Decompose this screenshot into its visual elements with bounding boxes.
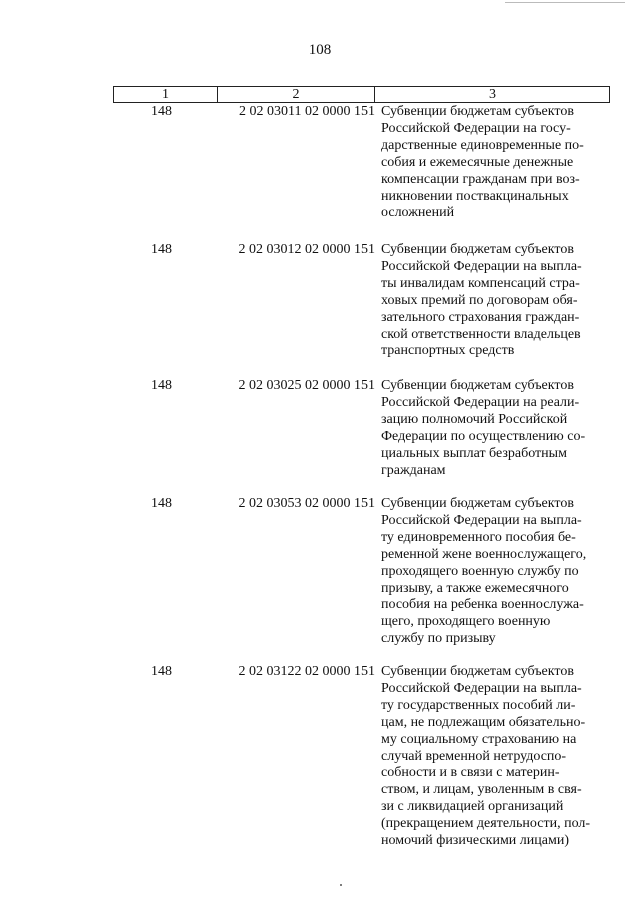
description-line: цам, не подлежащим обязательно- xyxy=(381,714,586,730)
description-line: ты инвалидам компенсаций стра- xyxy=(381,275,580,291)
scan-edge-line xyxy=(505,2,625,3)
description-line: (прекращением деятельности, пол- xyxy=(381,816,591,832)
description-line: номочий физическими лицами) xyxy=(381,833,569,849)
description-line: Российской Федерации на реали- xyxy=(381,394,580,410)
budget-code: 2 02 03011 02 0000 151 xyxy=(239,104,375,119)
description-line: ской ответственности владельцев xyxy=(381,326,581,342)
description xyxy=(381,496,613,648)
description-line: компенсации гражданам при воз- xyxy=(381,171,580,187)
description-line: ством, и лицам, уволенным в свя- xyxy=(381,782,582,798)
description-line: Российской Федерации на выпла- xyxy=(381,258,582,274)
description-line: случай временной нетрудоспо- xyxy=(381,748,567,764)
description-line: Федерации по осуществлению со- xyxy=(381,428,586,444)
description-line: пособия на ребенка военнослужа- xyxy=(381,597,584,613)
description-line: Российской Федерации на выпла- xyxy=(381,680,582,696)
admin-code: 148 xyxy=(151,378,172,393)
description-line: собия и ежемесячные денежные xyxy=(381,154,574,170)
description-line: гражданам xyxy=(381,462,446,478)
description-line: Субвенции бюджетам субъектов xyxy=(381,378,574,393)
admin-code: 148 xyxy=(151,242,172,257)
description-line: никновении поствакцинальных xyxy=(381,188,569,204)
budget-code: 2 02 03025 02 0000 151 xyxy=(238,378,375,393)
description-line: Субвенции бюджетам субъектов xyxy=(381,496,574,511)
scan-speck xyxy=(340,884,342,886)
header-col-2: 2 xyxy=(218,87,375,102)
description xyxy=(381,242,613,360)
description xyxy=(381,664,613,850)
description xyxy=(381,104,613,222)
admin-code: 148 xyxy=(151,104,172,119)
description-line: проходящего военную службу по xyxy=(381,563,579,579)
description-line: призыву, а также ежемесячного xyxy=(381,580,569,596)
description-line: зацию полномочий Российской xyxy=(381,411,568,427)
description-line: службу по призыву xyxy=(381,631,496,647)
description-line: дарственные единовременные по- xyxy=(381,137,584,153)
description-line: Субвенции бюджетам субъектов xyxy=(381,242,574,257)
description-line: му социальному страхованию на xyxy=(381,731,577,747)
description-line: Субвенции бюджетам субъектов xyxy=(381,664,574,679)
description-line: Российской Федерации на госу- xyxy=(381,120,571,136)
description-line: Российской Федерации на выпла- xyxy=(381,512,582,528)
description-line: Субвенции бюджетам субъектов xyxy=(381,104,574,119)
description-line: ховых премий по договорам обя- xyxy=(381,292,578,308)
description-line: ту государственных пособий ли- xyxy=(381,697,576,713)
table-header xyxy=(113,86,610,103)
description-line: циальных выплат безработным xyxy=(381,445,567,461)
description-line: ременной жене военнослужащего, xyxy=(381,546,587,562)
header-col-3: 3 xyxy=(489,87,496,102)
description-line: зательного страхования граждан- xyxy=(381,309,580,325)
page-number: 108 xyxy=(308,42,332,58)
description-line: зи с ликвидацией организаций xyxy=(381,799,564,815)
budget-code: 2 02 03053 02 0000 151 xyxy=(238,496,375,511)
description-line: собности и в связи с материн- xyxy=(381,765,560,781)
budget-code: 2 02 03012 02 0000 151 xyxy=(238,242,375,257)
admin-code: 148 xyxy=(151,496,172,511)
description-line: ту единовременного пособия бе- xyxy=(381,529,576,545)
admin-code: 148 xyxy=(151,664,172,679)
description-line: щего, проходящего военную xyxy=(381,614,551,630)
header-col-1: 1 xyxy=(114,87,218,102)
budget-code: 2 02 03122 02 0000 151 xyxy=(238,664,375,679)
description-line: транспортных средств xyxy=(381,343,515,359)
description-line: осложнений xyxy=(381,205,455,221)
description xyxy=(381,378,613,479)
